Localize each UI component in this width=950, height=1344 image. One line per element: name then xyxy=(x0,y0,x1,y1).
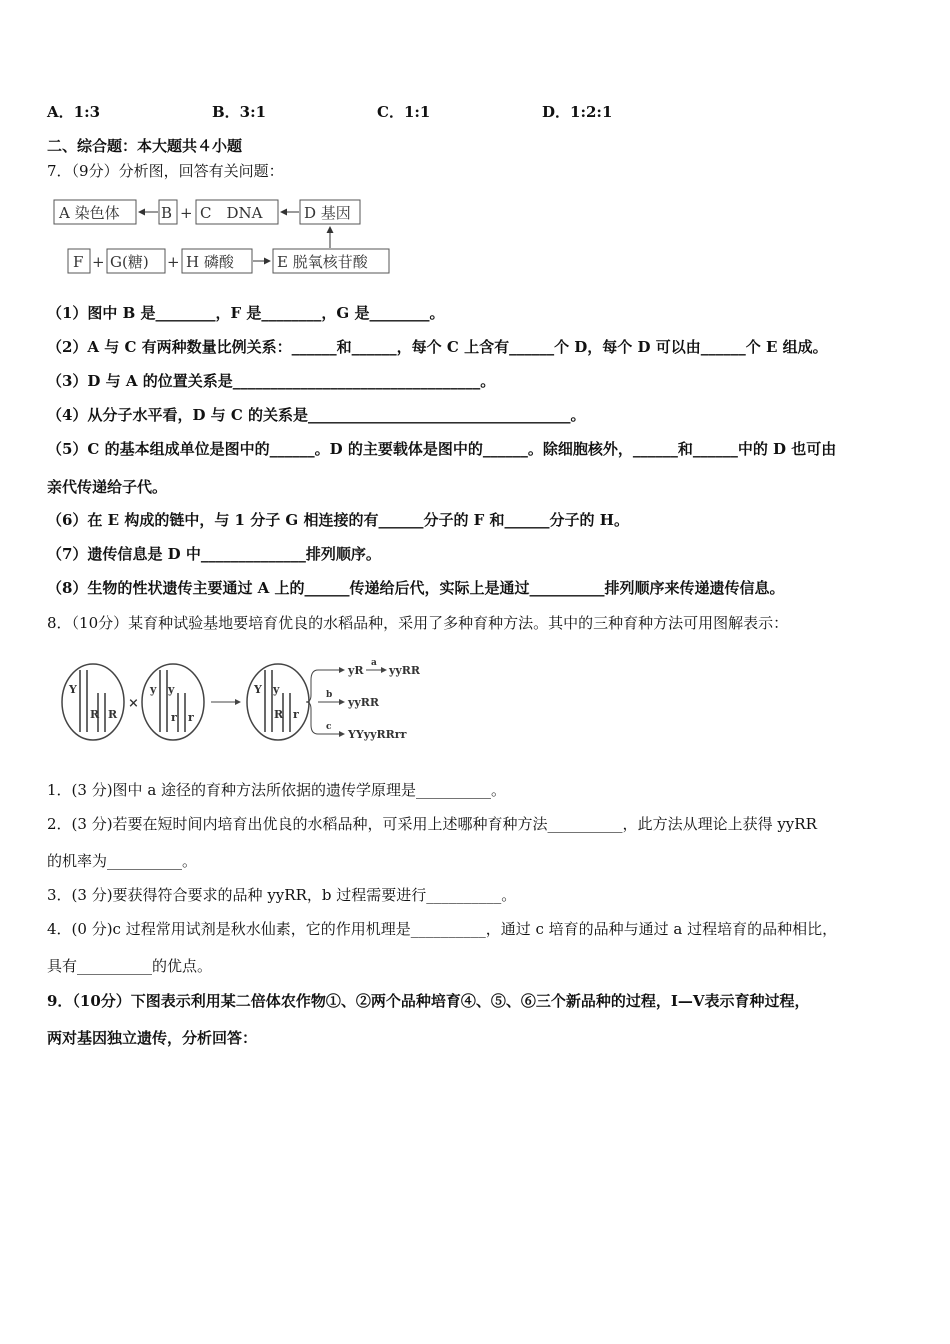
section-title: 二、综合题：本大题共４小题 xyxy=(47,137,243,155)
box-e-label: E 脱氧核苷酸 xyxy=(277,253,368,271)
q8-item-2-cont: 的机率为__________。 xyxy=(47,852,198,870)
q7-item-1: （1）图中 B 是________，F 是________，G 是________。 xyxy=(47,304,445,322)
branch-a-label: a xyxy=(371,658,377,668)
branch-b-label: b xyxy=(326,690,333,700)
option-a: A．1:3 xyxy=(47,103,101,121)
box-a-label: A 染色体 xyxy=(59,204,120,222)
box-h-label: H 磷酸 xyxy=(186,253,234,271)
cell-1 xyxy=(62,664,124,740)
box-g-label: G(糖) xyxy=(110,253,149,271)
option-d: D．1:2:1 xyxy=(542,103,613,121)
cell-3 xyxy=(247,664,309,740)
q9-line-2: 两对基因独立遗传，分析回答： xyxy=(47,1029,258,1047)
branch-brace xyxy=(306,670,318,734)
q8-item-4-cont: 具有__________的优点。 xyxy=(47,957,213,975)
option-c: C．1:1 xyxy=(377,103,431,121)
cell1-gene-bottom: R xyxy=(90,708,100,721)
box-c-label: C DNA xyxy=(200,204,263,222)
q7-item-5-cont: 亲代传递给子代。 xyxy=(47,478,168,496)
plus-b-c: + xyxy=(180,204,193,222)
cell2-gene-bottom: r xyxy=(171,711,177,724)
q7-item-5: （5）C 的基本组成单位是图中的______。D 的主要载体是图中的______。除细胞核外，______和______中的 D 也可由 xyxy=(47,440,837,458)
q7-item-6: （6）在 E 构成的链中，与 1 分子 G 相连接的有______分子的 F 和______分子的 H。 xyxy=(47,511,629,529)
cell2-gene-left: y xyxy=(150,683,157,696)
q8-item-2: 2．(3 分)若要在短时间内培育出优良的水稻品种，可采用上述哪种育种方法__________，此方法从理论上获得 yyRR xyxy=(47,815,817,833)
q7-item-3: （3）D 与 A 的位置关系是_________________________________。 xyxy=(47,372,496,390)
cell3-gene-right: r xyxy=(293,708,299,721)
cell-2 xyxy=(142,664,204,740)
q7-item-8: （8）生物的性状遗传主要通过 A 上的______传递给后代，实际上是通过__________排列顺序来传递遗传信息。 xyxy=(47,579,785,597)
cell3-gene-mid: y xyxy=(273,683,280,696)
q7-item-2: （2）A 与 C 有两种数量比例关系：______和______，每个 C 上含有______个 D，每个 D 可以由______个 E 组成。 xyxy=(47,338,828,356)
cell3-gene-top: Y xyxy=(254,683,262,696)
cell2-gene-mid: y xyxy=(168,683,175,696)
box-f-label: F xyxy=(73,253,84,271)
q7-header: 7．（9分）分析图，回答有关问题： xyxy=(47,162,284,180)
branch-b-end: yyRR xyxy=(348,696,380,709)
cell2-gene-right: r xyxy=(188,711,194,724)
q8-item-3: 3．(3 分)要获得符合要求的品种 yyRR，b 过程需要进行__________。 xyxy=(47,886,517,904)
q7-item-4: （4）从分子水平看，D 与 C 的关系是___________________________________。 xyxy=(47,406,586,424)
branch-c-label: c xyxy=(326,722,332,732)
q8-header: 8．（10分）某育种试验基地要培育优良的水稻品种，采用了多种育种方法。其中的三种育种方法可用图解表示： xyxy=(47,614,789,632)
q7-diagram xyxy=(52,194,397,278)
q8-item-1: 1．(3 分)图中 a 途径的育种方法所依据的遗传学原理是__________。 xyxy=(47,781,507,799)
option-b: B．3:1 xyxy=(212,103,267,121)
plus-f-g: + xyxy=(92,253,105,271)
cell1-gene-right: R xyxy=(108,708,118,721)
q8-item-4: 4．(0 分)c 过程常用试剂是秋水仙素，它的作用机理是__________，通过 c 培育的品种与通过 a 过程培育的品种相比， xyxy=(47,920,838,938)
q7-item-7: （7）遗传信息是 D 中______________排列顺序。 xyxy=(47,545,381,563)
cross-symbol: × xyxy=(128,696,139,711)
box-d-label: D 基因 xyxy=(304,204,351,222)
cell3-gene-bottom: R xyxy=(274,708,284,721)
q9-line-1: 9．（10分）下图表示利用某二倍体农作物①、②两个品种培育④、⑤、⑥三个新品种的过程，Ⅰ—Ⅴ表示育种过程， xyxy=(47,992,810,1010)
box-b-label: B xyxy=(161,204,173,222)
branch-a-end: yyRR xyxy=(389,664,420,677)
cell1-gene-top: Y xyxy=(69,683,77,696)
plus-g-h: + xyxy=(167,253,180,271)
branch-c-end: YYyyRRrr xyxy=(348,728,407,741)
branch-a-start: yR xyxy=(348,664,364,677)
q8-diagram xyxy=(60,655,420,745)
